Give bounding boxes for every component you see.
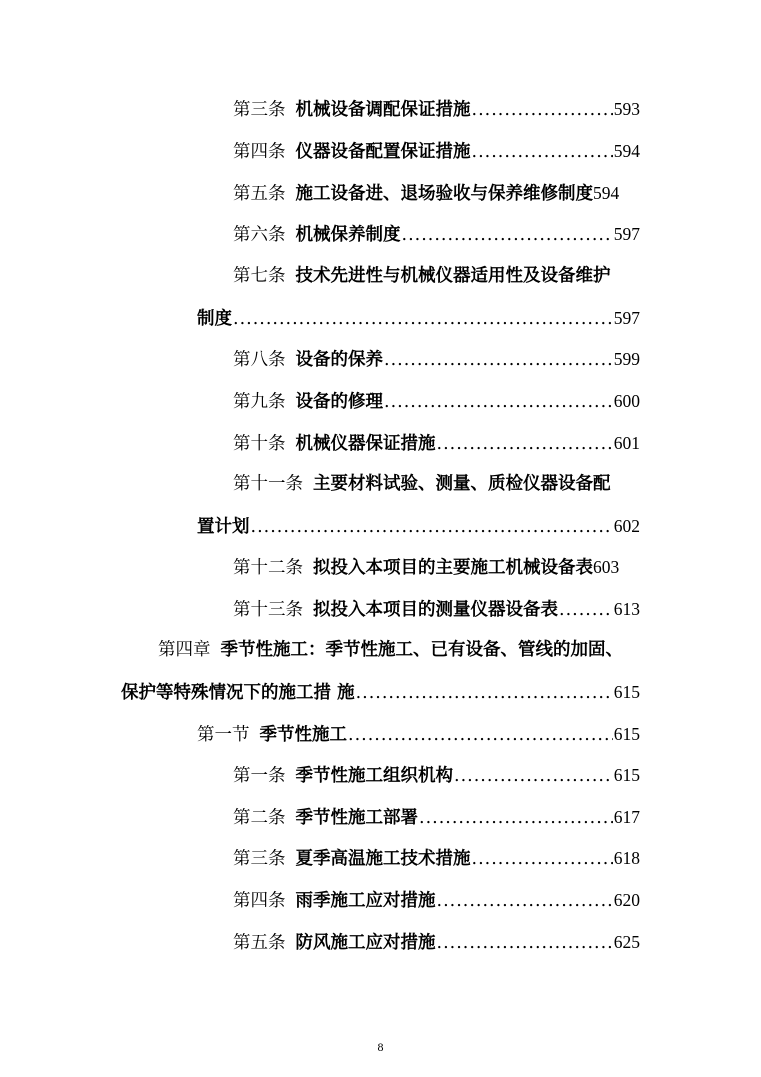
dot-leader (251, 514, 613, 540)
page-number-footer: 8 (377, 1040, 384, 1054)
entry-page: 602 (613, 516, 640, 536)
entry-title: 雨季施工应对措施 (295, 891, 436, 911)
entry-page: 597 (613, 224, 640, 244)
entry-page: 613 (613, 599, 640, 619)
entry-number: 第九条 (233, 392, 286, 412)
dot-leader (472, 97, 613, 123)
entry-page: 617 (613, 807, 640, 827)
entry-title: 机械设备调配保证措施 (295, 100, 471, 120)
entry-number: 第八条 (233, 350, 286, 370)
entry-title: 主要材料试验、测量、质检仪器设备配 (313, 474, 611, 494)
toc-entry[interactable] (233, 471, 611, 497)
entry-page: 594 (593, 183, 620, 203)
toc-entry-continuation[interactable] (197, 305, 640, 331)
toc-chapter-continuation[interactable] (121, 679, 640, 705)
entry-page: 597 (613, 308, 640, 328)
entry-page: 603 (593, 557, 620, 577)
section-page: 615 (613, 724, 640, 744)
toc-entry[interactable] (233, 554, 640, 580)
toc-entry[interactable] (233, 180, 640, 206)
toc-section[interactable] (197, 721, 640, 747)
dot-leader (437, 930, 613, 956)
dot-leader (419, 805, 613, 831)
entry-title: 机械保养制度 (295, 225, 401, 245)
entry-title: 设备的保养 (295, 350, 383, 370)
toc-entry[interactable] (233, 762, 640, 788)
dot-leader (559, 597, 613, 623)
entry-page: 618 (613, 848, 640, 868)
dot-leader (384, 389, 613, 415)
entry-page: 615 (613, 765, 640, 785)
entry-number: 第五条 (233, 933, 286, 953)
dot-leader (384, 347, 613, 373)
chapter-title: 季节性施工：季节性施工、已有设备、管线的加固、 (220, 640, 623, 660)
dot-leader (472, 139, 613, 165)
dot-leader (437, 431, 613, 457)
entry-title: 拟投入本项目的主要施工机械设备表 (313, 558, 593, 578)
toc-entry[interactable] (233, 138, 640, 164)
dot-leader (348, 722, 613, 748)
entry-title-cont: 制度 (197, 309, 232, 329)
toc-entry[interactable] (233, 346, 640, 372)
dot-leader (402, 222, 613, 248)
toc-entry[interactable] (233, 96, 640, 122)
toc-entry[interactable] (233, 388, 640, 414)
entry-title: 季节性施工部署 (295, 808, 418, 828)
toc-entry[interactable] (233, 596, 640, 622)
toc-entry[interactable] (233, 887, 640, 913)
section-number: 第一节 (197, 725, 250, 745)
entry-page: 625 (613, 932, 640, 952)
entry-number: 第四条 (233, 142, 286, 162)
dot-leader (356, 680, 613, 706)
entry-number: 第三条 (233, 849, 286, 869)
entry-title: 设备的修理 (295, 392, 383, 412)
entry-title-cont: 置计划 (197, 517, 250, 537)
entry-page: 620 (613, 890, 640, 910)
entry-number: 第四条 (233, 891, 286, 911)
dot-leader (437, 888, 613, 914)
entry-number: 第十二条 (233, 558, 303, 578)
entry-page: 599 (613, 349, 640, 369)
toc-entry[interactable] (233, 804, 640, 830)
toc-entry[interactable] (233, 430, 640, 456)
toc-entry[interactable] (233, 263, 611, 289)
chapter-page: 615 (613, 682, 640, 702)
entry-number: 第十一条 (233, 474, 303, 494)
toc-entry-continuation[interactable] (197, 513, 640, 539)
chapter-title-cont: 保护等特殊情况下的施工措 施 (121, 683, 355, 703)
chapter-number: 第四章 (158, 640, 211, 660)
dot-leader (472, 846, 613, 872)
entry-title: 防风施工应对措施 (295, 933, 436, 953)
dot-leader (233, 306, 613, 332)
entry-number: 第五条 (233, 184, 286, 204)
entry-page: 601 (613, 433, 640, 453)
entry-title: 夏季高温施工技术措施 (295, 849, 471, 869)
entry-number: 第三条 (233, 100, 286, 120)
dot-leader (454, 763, 613, 789)
entry-title: 机械仪器保证措施 (295, 434, 436, 454)
entry-number: 第二条 (233, 808, 286, 828)
entry-number: 第十条 (233, 434, 286, 454)
toc-entry[interactable] (233, 929, 640, 955)
entry-number: 第十三条 (233, 600, 303, 620)
entry-title: 拟投入本项目的测量仪器设备表 (313, 600, 558, 620)
entry-number: 第一条 (233, 766, 286, 786)
entry-page: 600 (613, 391, 640, 411)
entry-title: 施工设备进、退场验收与保养维修制度 (295, 184, 593, 204)
entry-title: 季节性施工组织机构 (295, 766, 453, 786)
entry-number: 第七条 (233, 266, 286, 286)
toc-entry[interactable] (233, 221, 640, 247)
toc-entry[interactable] (233, 845, 640, 871)
entry-title: 技术先进性与机械仪器适用性及设备维护 (295, 266, 611, 286)
entry-title: 仪器设备配置保证措施 (295, 142, 471, 162)
entry-number: 第六条 (233, 225, 286, 245)
entry-page: 594 (613, 141, 640, 161)
entry-page: 593 (613, 99, 640, 119)
section-title: 季节性施工 (259, 725, 347, 745)
toc-chapter[interactable] (158, 637, 623, 663)
